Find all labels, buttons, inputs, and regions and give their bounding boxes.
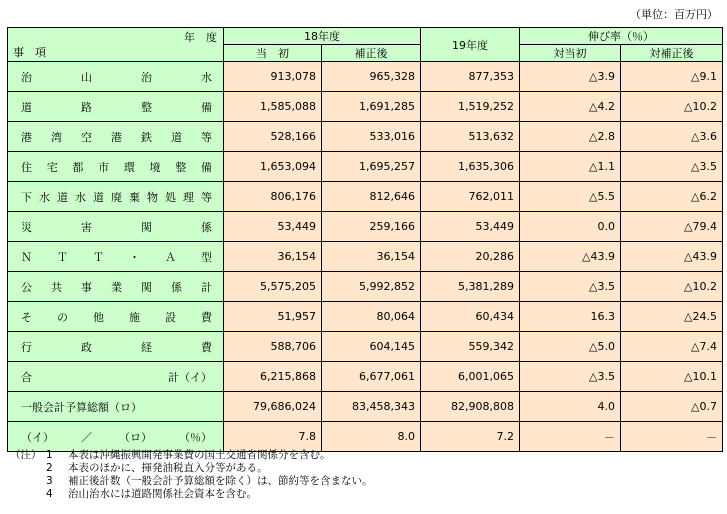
row-label-char: （％） — [179, 430, 212, 444]
table-row — [8, 122, 723, 152]
table-row — [8, 92, 723, 122]
row-label-char: 係 — [171, 280, 182, 294]
cell-revised: 259,166 — [322, 212, 421, 242]
table-row — [8, 362, 723, 392]
note-lead: （注） — [10, 449, 42, 461]
row-label — [8, 422, 224, 452]
cell-initial: 528,166 — [224, 122, 322, 152]
cell-initial: 6,215,868 — [224, 362, 322, 392]
cell-fy19: 6,001,065 — [421, 362, 520, 392]
cell-g-initial: － — [520, 422, 621, 452]
header-fy18-initial: 当 初 — [224, 45, 322, 62]
cell-fy19: 1,635,306 — [421, 152, 520, 182]
row-label-char: 水 — [201, 70, 212, 84]
row-label-char: 理 — [183, 190, 194, 204]
table-row — [8, 392, 723, 422]
cell-g-initial: △2.8 — [520, 122, 621, 152]
cell-initial: 806,176 — [224, 182, 322, 212]
row-label — [8, 362, 224, 392]
cell-revised: 1,691,285 — [322, 92, 421, 122]
cell-initial: 36,154 — [224, 242, 322, 272]
cell-fy19: 53,449 — [421, 212, 520, 242]
note-lead — [10, 462, 46, 475]
cell-g-revised: △10.1 — [621, 362, 723, 392]
cell-revised: 1,695,257 — [322, 152, 421, 182]
note-lead — [10, 475, 46, 488]
row-label-char: 整 — [175, 160, 187, 174]
row-label-char: 災 — [21, 220, 32, 234]
row-label-char: 水 — [39, 190, 50, 204]
note-text: 本表のほかに、揮発油税直入分等がある。 — [68, 462, 268, 474]
cell-g-revised: △7.4 — [621, 332, 723, 362]
cell-g-revised: △9.1 — [621, 62, 723, 92]
row-label-char: 事 — [81, 280, 92, 294]
note-item — [10, 462, 373, 475]
table-row — [8, 242, 723, 272]
note-item — [10, 449, 373, 462]
row-label-char: 施 — [129, 310, 140, 324]
row-label-char: 型 — [201, 250, 212, 264]
cell-g-revised: △3.6 — [621, 122, 723, 152]
row-label-char: 湾 — [51, 130, 62, 144]
cell-revised: 533,016 — [322, 122, 421, 152]
row-label-char: 物 — [147, 190, 158, 204]
row-label-char: Ａ — [165, 250, 176, 264]
row-label-char: 関 — [141, 220, 152, 234]
cell-g-revised: △24.5 — [621, 302, 723, 332]
row-label-char: 鉄 — [141, 130, 152, 144]
cell-g-revised: △43.9 — [621, 242, 723, 272]
row-label-char: 計 — [201, 280, 212, 294]
cell-revised: 965,328 — [322, 62, 421, 92]
cell-fy19: 60,434 — [421, 302, 520, 332]
row-label-char: 合 — [21, 370, 32, 384]
cell-g-revised: △3.5 — [621, 152, 723, 182]
cell-initial: 5,575,205 — [224, 272, 322, 302]
row-label-char: 行 — [21, 340, 32, 354]
cell-fy19: 5,381,289 — [421, 272, 520, 302]
row-label-char: 住 — [21, 160, 32, 174]
row-label-char: Ｔ — [57, 250, 68, 264]
cell-revised: 8.0 — [322, 422, 421, 452]
note-item — [10, 475, 373, 488]
budget-table — [7, 27, 723, 452]
cell-revised: 36,154 — [322, 242, 421, 272]
row-label-char: 費 — [201, 310, 212, 324]
row-label-char: 境 — [149, 160, 161, 174]
row-label-char: 関 — [141, 280, 152, 294]
cell-initial: 1,585,088 — [224, 92, 322, 122]
row-label-char: 港 — [21, 130, 32, 144]
row-label — [8, 92, 224, 122]
row-label — [8, 152, 224, 182]
cell-g-initial: △1.1 — [520, 152, 621, 182]
table-row — [8, 302, 723, 332]
cell-initial: 913,078 — [224, 62, 322, 92]
cell-fy19: 82,908,808 — [421, 392, 520, 422]
row-label-char: 備 — [200, 160, 212, 174]
row-label-char: 政 — [81, 340, 92, 354]
row-label-char: 係 — [201, 220, 212, 234]
row-label-char: ・ — [129, 250, 140, 264]
row-label-char: 空 — [81, 130, 92, 144]
cell-g-initial: 0.0 — [520, 212, 621, 242]
row-label-char: 棄 — [129, 190, 140, 204]
row-label-char: そ — [21, 310, 32, 324]
row-label-char: （イ） — [21, 430, 54, 444]
cell-g-initial: △4.2 — [520, 92, 621, 122]
row-label — [8, 302, 224, 332]
cell-g-initial: △5.5 — [520, 182, 621, 212]
cell-g-initial: △43.9 — [520, 242, 621, 272]
table-row — [8, 62, 723, 92]
cell-fy19: 762,011 — [421, 182, 520, 212]
row-label — [8, 122, 224, 152]
note-text: 本表は沖縄振興開発事業費の国土交通省関係分を含む。 — [68, 449, 331, 461]
row-label-char: 整 — [141, 100, 152, 114]
cell-initial: 588,706 — [224, 332, 322, 362]
note-number: 2 — [46, 462, 53, 474]
notes — [10, 449, 373, 501]
row-label-char: 経 — [141, 340, 152, 354]
cell-g-initial: △3.5 — [520, 362, 621, 392]
row-label — [8, 242, 224, 272]
cell-g-revised: △10.2 — [621, 92, 723, 122]
row-label-char: 治 — [21, 70, 32, 84]
cell-initial: 7.8 — [224, 422, 322, 452]
row-label-char: 市 — [98, 160, 110, 174]
row-label-char: 害 — [81, 220, 92, 234]
row-label-char: 公 — [21, 280, 32, 294]
cell-g-initial: △3.5 — [520, 272, 621, 302]
cell-initial: 79,686,024 — [224, 392, 322, 422]
cell-g-initial: 4.0 — [520, 392, 621, 422]
cell-initial: 1,653,094 — [224, 152, 322, 182]
row-label-char: 路 — [81, 100, 92, 114]
table-row — [8, 152, 723, 182]
header-year-label: 年 度 — [184, 31, 217, 44]
row-label-char: ／ — [81, 430, 92, 444]
row-label-char: 宅 — [46, 160, 58, 174]
table-row — [8, 212, 723, 242]
row-label-char: 都 — [72, 160, 84, 174]
note-item — [10, 488, 373, 501]
cell-g-initial: △3.9 — [520, 62, 621, 92]
cell-revised: 83,458,343 — [322, 392, 421, 422]
row-label-char: の — [57, 310, 68, 324]
header-fy18: 18年度 — [224, 28, 421, 45]
cell-g-revised: △0.7 — [621, 392, 723, 422]
row-label-char: 他 — [93, 310, 104, 324]
row-label-char: 水 — [75, 190, 86, 204]
cell-revised: 604,145 — [322, 332, 421, 362]
row-label — [8, 212, 224, 242]
cell-g-initial: △5.0 — [520, 332, 621, 362]
header-corner — [8, 28, 224, 62]
cell-fy19: 20,286 — [421, 242, 520, 272]
row-label-char: 備 — [201, 100, 212, 114]
note-number: 3 — [46, 475, 53, 487]
header-item-label: 事 項 — [13, 46, 46, 59]
row-label — [8, 392, 224, 422]
cell-fy19: 559,342 — [421, 332, 520, 362]
cell-initial: 53,449 — [224, 212, 322, 242]
row-label-char: 等 — [201, 130, 212, 144]
cell-g-revised: － — [621, 422, 723, 452]
row-label-char: （ロ） — [119, 430, 152, 444]
row-label-char: 設 — [165, 310, 176, 324]
row-label-char: 処 — [165, 190, 176, 204]
row-label-char: 道 — [171, 130, 182, 144]
table-row — [8, 332, 723, 362]
row-label-char: Ｎ — [21, 250, 32, 264]
cell-fy19: 1,519,252 — [421, 92, 520, 122]
cell-revised: 6,677,061 — [322, 362, 421, 392]
row-label — [8, 182, 224, 212]
cell-g-revised: △79.4 — [621, 212, 723, 242]
row-label-char: 等 — [201, 190, 212, 204]
cell-fy19: 877,353 — [421, 62, 520, 92]
header-growth-revised: 対補正後 — [621, 45, 723, 62]
row-label-char: 道 — [21, 100, 32, 114]
table-row — [8, 422, 723, 452]
note-number: 4 — [46, 488, 53, 500]
row-label-char: 港 — [111, 130, 122, 144]
unit-label: （単位：百万円） — [630, 8, 718, 21]
cell-initial: 51,957 — [224, 302, 322, 332]
header-growth-initial: 対当初 — [520, 45, 621, 62]
row-label-char: 業 — [111, 280, 122, 294]
row-label-char: 共 — [51, 280, 62, 294]
row-label-char: 山 — [81, 70, 92, 84]
row-label-char: 治 — [141, 70, 152, 84]
note-lead — [10, 488, 46, 501]
header-fy18-revised: 補正後 — [322, 45, 421, 62]
table-row — [8, 182, 723, 212]
header-growth: 伸び率（％） — [520, 28, 723, 45]
row-label-char: 廃 — [111, 190, 122, 204]
cell-revised: 812,646 — [322, 182, 421, 212]
cell-revised: 5,992,852 — [322, 272, 421, 302]
row-label — [8, 332, 224, 362]
row-label-char: Ｔ — [93, 250, 104, 264]
row-label — [8, 272, 224, 302]
cell-g-revised: △10.2 — [621, 272, 723, 302]
row-label-char: 一般会計予算総額（ロ） — [21, 400, 142, 414]
row-label-char: 費 — [201, 340, 212, 354]
row-label-char: 環 — [123, 160, 135, 174]
header-fy19: 19年度 — [421, 28, 520, 62]
note-text: 補正後計数（一般会計予算総額を除く）は、節約等を含まない。 — [68, 475, 373, 487]
cell-g-revised: △6.2 — [621, 182, 723, 212]
cell-g-initial: 16.3 — [520, 302, 621, 332]
row-label-char: 道 — [57, 190, 68, 204]
cell-fy19: 513,632 — [421, 122, 520, 152]
cell-revised: 80,064 — [322, 302, 421, 332]
row-label-char: 計（イ） — [168, 370, 212, 384]
row-label-char: 道 — [93, 190, 104, 204]
cell-fy19: 7.2 — [421, 422, 520, 452]
row-label — [8, 62, 224, 92]
note-text: 治山治水には道路関係社会資本を含む。 — [68, 488, 257, 500]
table-row — [8, 272, 723, 302]
row-label-char: 下 — [21, 190, 32, 204]
note-number: 1 — [46, 449, 53, 461]
